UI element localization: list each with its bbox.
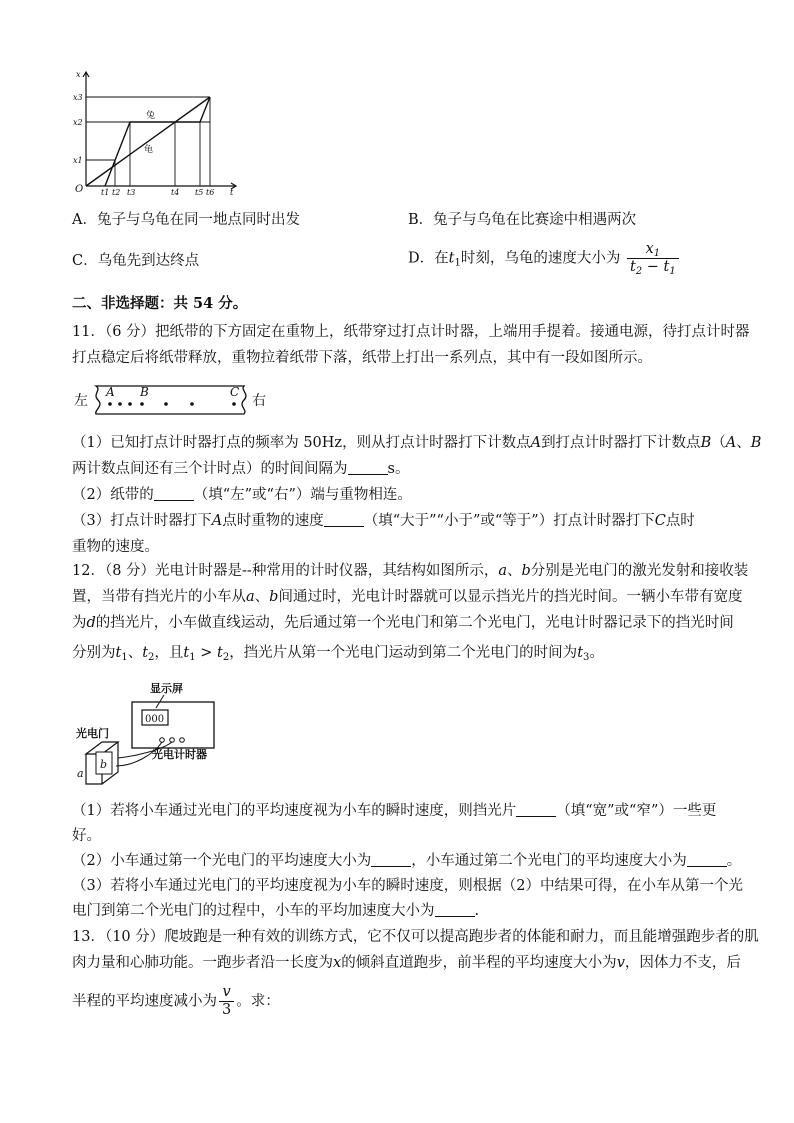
q12-l3-text-b: 的挡光片，小车做直线运动，先后通过第一个光电门和第二个光电门，光电计时器记录下的挡光时间 [95, 615, 734, 631]
q13-frac-den: 3 [222, 1002, 232, 1018]
q12-l4-t1: t [115, 645, 122, 661]
tape-dot [108, 402, 112, 406]
option-d-num-sub: 1 [653, 248, 661, 259]
q12-l2-text-a: 置，当带有挡光片的小车从 [72, 589, 246, 605]
option-d [408, 241, 681, 276]
q13-l2-var-v: v [616, 955, 625, 971]
q11-answer-blank-3[interactable] [324, 511, 364, 527]
q12-l1-text-a: 12．（8 分）光电计时器是--种常用的计时仪器，其结构如图所示， [72, 563, 499, 579]
q13-l2-text-b: 的倾斜直道跑步，前半程的平均速度大小为 [341, 955, 617, 971]
fig-label-a: a [77, 767, 84, 780]
tape-right-label: 右 [252, 393, 266, 409]
graph-y-label: x [76, 70, 81, 79]
section-heading: 二、非选择题：共 54 分。 [72, 295, 248, 312]
graph-x-tick-t4: t4 [171, 188, 180, 197]
q12-l2-text-c: 间通过时，光电计时器就可以显示挡光片的挡光时间。一辆小车带有宽度 [278, 589, 743, 605]
q12-l4-t2: t [142, 645, 149, 661]
fig-screen-label: 显示屏 [150, 682, 183, 695]
tape-dot [140, 402, 144, 406]
option-d-fraction [627, 241, 679, 276]
q11-p4-text-c: （填“大于”“小于”或“等于”）打点计时器打下 [363, 513, 655, 529]
q13-l2-var-x: x [333, 955, 342, 971]
q12-part-1 [72, 801, 732, 821]
q11-p4-text-a: （3）打点计时器打下 [72, 513, 212, 529]
fig-gate-label: 光电门 [76, 727, 109, 740]
q11-p1-text-a: （1）已知打点计时器打点的频率为 50Hz，则从打点计时器打下计数点 [72, 435, 531, 451]
q12-l2-var-a: a [246, 589, 255, 605]
tape-point-c: C [230, 385, 240, 399]
fig-display-digits: 000 [145, 714, 165, 725]
q11-p2-text-b: s。 [387, 461, 410, 477]
q11-answer-blank-2[interactable] [154, 485, 194, 501]
q11-p1-point-b2: B [750, 435, 762, 451]
q12-l4-t1-sub: 1 [121, 652, 128, 663]
q12-p2-text-a: （2）小车通过第一个光电门的平均速度大小为 [72, 853, 372, 869]
option-d-den-b-sub: 1 [669, 266, 676, 277]
q12-answer-blank-1[interactable] [516, 801, 556, 817]
option-d-prefix: D．在 [408, 250, 449, 267]
rabbit-label: 兔 [146, 111, 156, 121]
q12-part-2 [72, 851, 742, 871]
q11-p1-text-c: （ [711, 435, 726, 451]
q12-part-1-cont: 好。 [72, 828, 101, 844]
q11-p1-point-a2: A [725, 435, 737, 451]
q12-p2-text-b: ，小车通过第二个光电门的平均速度大小为 [411, 853, 687, 869]
q13-l3-text-b: 。求： [236, 993, 280, 1010]
q12-l4-cmp-t2-sub: 2 [222, 652, 230, 663]
graph-y-tick-x1: x1 [73, 156, 83, 165]
tape-dot [190, 402, 194, 406]
q12-l3-var-d: d [86, 615, 96, 631]
q12-p1-text-a: （1）若将小车通过光电门的平均速度视为小车的瞬时速度，则挡光片 [72, 803, 517, 819]
q12-answer-blank-2[interactable] [371, 851, 411, 867]
q12-p2-text-c: 。 [726, 853, 742, 869]
q12-line-3 [72, 613, 732, 633]
q11-part-1 [72, 433, 762, 453]
graph-x-tick-t2: t2 [112, 188, 121, 197]
tape-dot [232, 402, 236, 406]
q11-p2-text-a: 两计数点间还有三个计时点）的时间间隔为 [72, 461, 348, 477]
q12-l4-cmp-t1-sub: 1 [189, 652, 196, 663]
q12-part-3: （3）若将小车通过光电门的平均速度视为小车的瞬时速度，则根据（2）中结果可得，在小车从第一个光 [72, 878, 743, 894]
tape-left-label: 左 [74, 393, 88, 409]
option-d-denominator [627, 259, 679, 276]
q11-p4-text-d: 点时 [665, 513, 695, 529]
graph-y-tick-x3: x3 [73, 93, 83, 102]
graph-x-tick-t5: t5 [195, 188, 204, 197]
q12-p3-text-b: 电门到第二个光电门的过程中，小车的平均加速度大小为 [72, 903, 435, 919]
q12-l2-var-b: b [269, 589, 279, 605]
q12-l4-sep: 、 [127, 645, 143, 661]
option-d-num-var: x [645, 241, 654, 257]
q11-part-2 [72, 485, 732, 505]
q13-l2-text-c: ，因体力不支，后 [624, 955, 741, 971]
option-c: C．乌龟先到达终点 [72, 253, 200, 269]
option-b: B．兔子与乌龟在比赛途中相遇两次 [408, 212, 637, 228]
q12-l4-cmp-t1: t [183, 645, 190, 661]
q12-l2-text-b: 、 [254, 589, 270, 605]
q12-part-3-cont [72, 901, 732, 921]
q13-line-3 [72, 984, 280, 1019]
q12-l4-t3-sub: 3 [583, 652, 590, 663]
tape-dot [164, 402, 168, 406]
q11-part-3-cont: 重物的速度。 [72, 539, 159, 555]
q13-line-1: 13．（10 分）爬坡跑是一种有效的训练方式，它不仅可以提高跑步者的体能和耐力，而且能增强跑步者的肌 [72, 929, 759, 945]
q12-l4-text-d: 。 [589, 645, 604, 661]
fig-socket [170, 738, 175, 743]
q13-line-2 [72, 953, 741, 973]
q12-l4-text-a: 分别为 [72, 645, 116, 661]
q11-line-2: 打点稳定后将纸带释放，重物拉着纸带下落，纸带上打出一系列点，其中有一段如图所示。 [72, 350, 652, 366]
q13-l3-text-a: 半程的平均速度减小为 [72, 993, 217, 1010]
q12-line-4 [72, 643, 732, 663]
q11-line-1: 11．（6 分）把纸带的下方固定在重物上，纸带穿过打点计时器，上端用手提着。接通电源，待打点计时器 [72, 324, 750, 340]
fig-label-b: b [100, 758, 108, 771]
q11-p4-text-b: 点时重物的速度 [222, 513, 324, 529]
q12-line-2 [72, 587, 743, 607]
q12-answer-blank-4[interactable] [435, 901, 475, 917]
q12-p3-text-c: . [474, 903, 480, 919]
graph-x-tick-t1: t1 [101, 188, 110, 197]
option-d-den-b: t [663, 259, 670, 275]
q11-part-3 [72, 511, 732, 531]
q12-l1-text-c: 分别是光电门的激光发射和接收装 [530, 563, 749, 579]
q11-p1-point-a: A [530, 435, 542, 451]
tortoise-label: 龟 [144, 145, 154, 155]
option-d-var: t [448, 250, 455, 267]
q13-fraction [219, 984, 234, 1019]
x-t-graph [70, 68, 242, 198]
graph-y-tick-x2: x2 [73, 118, 83, 127]
q12-l4-cmp-t2: t [216, 645, 223, 661]
q13-frac-num: v [219, 984, 234, 1002]
option-d-den-op: − [642, 259, 664, 275]
q11-answer-blank-1[interactable] [348, 459, 388, 475]
graph-x-tick-t6: t6 [206, 188, 215, 197]
q11-p1-text-b: 到打点计时器打下计数点 [541, 435, 701, 451]
q11-p1-point-b: B [700, 435, 712, 451]
tape-point-b: B [140, 385, 149, 399]
q12-l4-text-b: ，且 [154, 645, 184, 661]
option-d-numerator [627, 241, 679, 259]
q12-l1-var-a: a [498, 563, 507, 579]
paper-tape-figure [72, 380, 272, 420]
graph-x-label: t [230, 188, 234, 197]
q12-l3-text-a: 为 [72, 615, 87, 631]
q11-p3-text-b: （填“左”或“右”）端与重物相连。 [193, 487, 412, 503]
q12-l4-text-c: ，挡光片从第一个光电门运动到第二个光电门的时间为 [229, 645, 578, 661]
paper-tape [96, 386, 246, 414]
q12-answer-blank-3[interactable] [687, 851, 727, 867]
q12-l4-cmp: > [195, 645, 217, 661]
q12-line-1 [72, 561, 749, 581]
q12-l1-text-b: 、 [507, 563, 522, 579]
fig-timer-label: 光电计时器 [152, 748, 207, 761]
q12-l4-t2-sub: 2 [148, 652, 155, 663]
q12-l1-var-b: b [521, 563, 531, 579]
fig-socket [180, 738, 185, 743]
q13-l2-text-a: 肉力量和心肺功能。一跑步者沿一长度为 [72, 955, 333, 971]
tape-dot [118, 402, 122, 406]
option-a: A．兔子与乌龟在同一地点同时出发 [72, 212, 300, 228]
option-d-sub: 1 [454, 257, 461, 269]
option-d-den-a: t [629, 259, 636, 275]
q12-p1-text-b: （填“宽”或“窄”）一些更 [556, 803, 717, 819]
q11-part-1-cont [72, 459, 732, 479]
fig-socket [160, 738, 165, 743]
graph-origin: O [75, 184, 84, 195]
option-d-mid: 时刻，乌龟的速度大小为 [460, 250, 621, 267]
photogate-figure [72, 680, 232, 795]
q11-p4-point-a: A [211, 513, 223, 529]
tape-point-a: A [106, 385, 115, 399]
graph-x-tick-t3: t3 [127, 188, 136, 197]
rabbit-line [105, 97, 210, 186]
q11-p3-text-a: （2）纸带的 [72, 487, 154, 503]
q11-p4-point-c: C [654, 513, 666, 529]
q11-p1-text-d: 、 [736, 435, 751, 451]
q12-l4-t3: t [577, 645, 584, 661]
tape-dot [128, 402, 132, 406]
option-d-den-a-sub: 2 [635, 266, 643, 277]
